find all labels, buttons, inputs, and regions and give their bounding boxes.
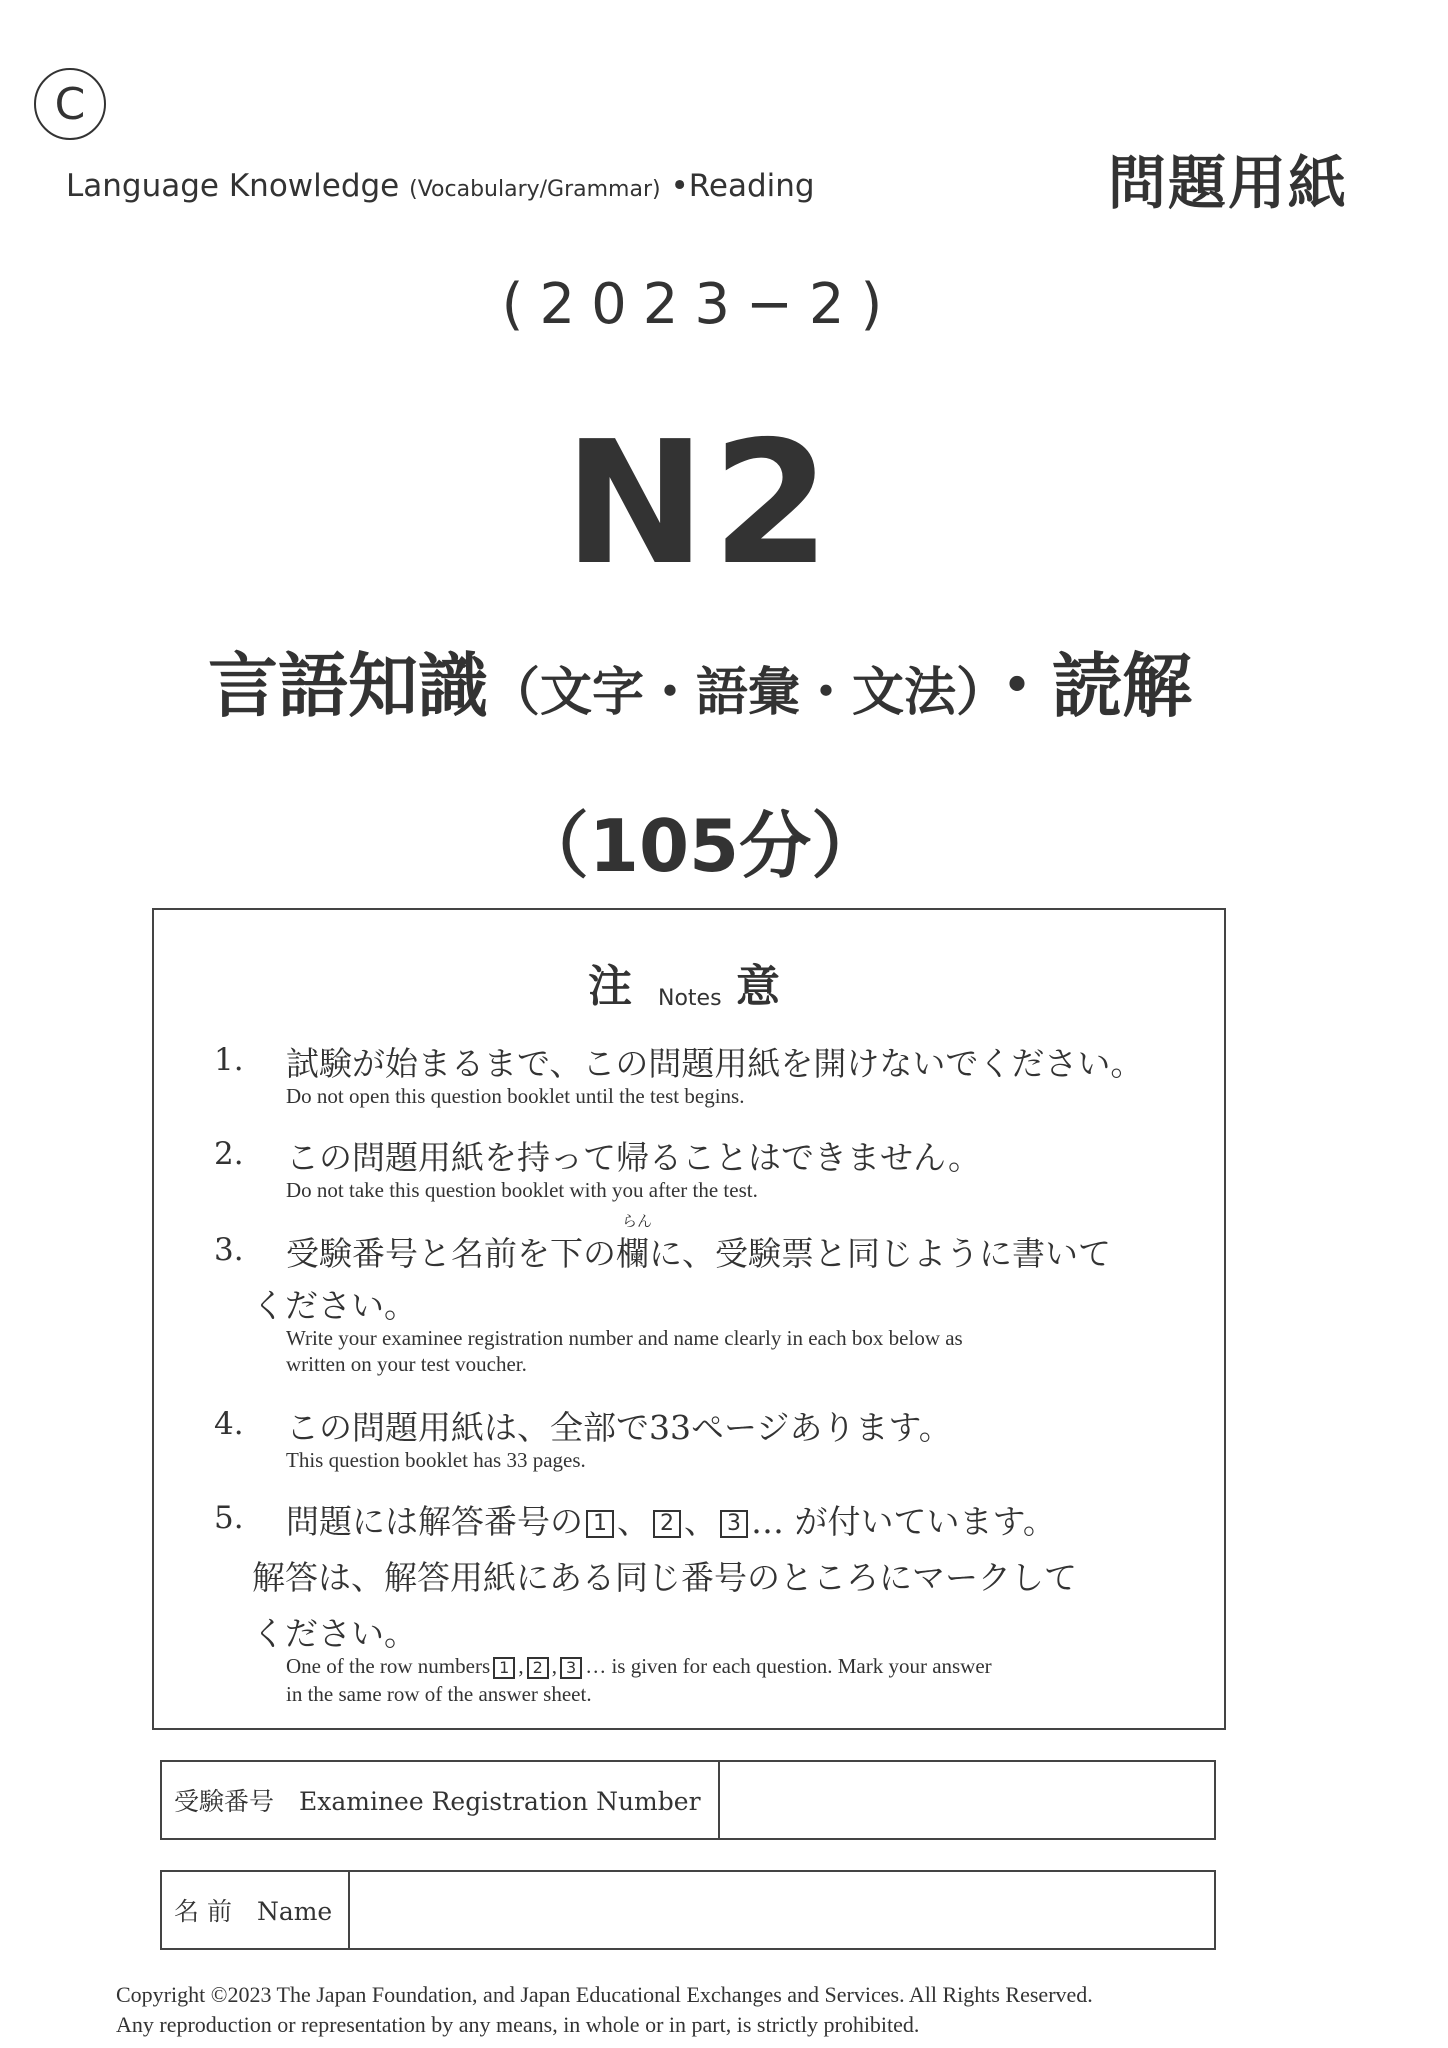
answer-number-box-2: 2 xyxy=(653,1510,681,1538)
note-5-jp-line3: ください。 xyxy=(252,1614,417,1653)
note-5-jp-b: … が付いています。 xyxy=(751,1502,1056,1541)
exam-subject xyxy=(0,630,1400,731)
note-4-number: 4. xyxy=(214,1406,244,1442)
note-1-number: 1. xyxy=(214,1042,244,1078)
registration-number-row xyxy=(160,1760,1216,1840)
note-3-number: 3. xyxy=(214,1232,244,1268)
note-5-jp-sep-1: 、 xyxy=(617,1502,650,1541)
notes-heading-left: 注 xyxy=(588,961,632,1012)
registration-number-field[interactable] xyxy=(720,1762,1214,1838)
note-3-en-line2: written on your test voucher. xyxy=(286,1352,527,1376)
booklet-label: 問題用紙 xyxy=(1107,149,1348,217)
exam-duration: （105分） xyxy=(516,804,884,888)
section-title-english xyxy=(66,168,815,204)
note-3-jp-line2: ください。 xyxy=(252,1286,417,1325)
note-5-jp-sep-2: 、 xyxy=(684,1502,717,1541)
note-5-en-sep-2: , xyxy=(551,1654,557,1678)
notes-heading-en: Notes xyxy=(658,986,722,1011)
note-3-en-line1: Write your examinee registration number and name clearly in each box below as xyxy=(286,1326,963,1350)
note-1-jp: 試験が始まるまで、この問題用紙を開けないでください。 xyxy=(286,1044,1144,1083)
note-5-jp-a: 問題には解答番号の xyxy=(286,1502,583,1541)
name-label: 名 前 Name xyxy=(162,1872,350,1948)
answer-number-box-1: 1 xyxy=(586,1510,614,1538)
note-5-en-b: … is given for each question. Mark your answer xyxy=(585,1654,992,1678)
copyright-line-2: Any reproduction or representation by any means, in whole or in part, is strictly prohibited. xyxy=(116,2012,920,2037)
note-5-en-line1 xyxy=(286,1654,992,1679)
name-field[interactable] xyxy=(350,1872,1214,1948)
row-number-box-3: 3 xyxy=(560,1657,582,1679)
subject-paren: （文字・語彙・文法） xyxy=(487,663,982,723)
copyright-line-1: Copyright ©2023 The Japan Foundation, and Japan Educational Exchanges and Services. All Rights Reserved. xyxy=(116,1982,1093,2007)
notes-heading-right: 意 xyxy=(736,961,780,1012)
note-1-en: Do not open this question booklet until the test begins. xyxy=(286,1084,745,1108)
registration-number-label: 受験番号 Examinee Registration Number xyxy=(162,1762,720,1838)
row-number-box-2: 2 xyxy=(527,1657,549,1679)
note-2-number: 2. xyxy=(214,1136,244,1172)
title-end: •Reading xyxy=(670,168,815,204)
title-main: Language Knowledge xyxy=(66,168,400,204)
subject-end: ・読解 xyxy=(982,645,1192,727)
note-5-jp-line1 xyxy=(286,1496,1056,1543)
note-3-kanji: 欄 xyxy=(616,1234,649,1273)
note-5-number: 5. xyxy=(214,1500,244,1536)
note-5-jp-line2: 解答は、解答用紙にある同じ番号のところにマークして xyxy=(252,1558,1077,1597)
note-5-en-a: One of the row numbers xyxy=(286,1654,491,1678)
exam-level: N2 xyxy=(563,405,837,603)
note-5-en-sep-1: , xyxy=(518,1654,524,1678)
note-2-jp: この問題用紙を持って帰ることはできません。 xyxy=(286,1138,981,1177)
title-sub: (Vocabulary/Grammar) xyxy=(409,177,661,202)
note-5-en-line2: in the same row of the answer sheet. xyxy=(286,1682,592,1706)
note-4-en: This question booklet has 33 pages. xyxy=(286,1448,586,1472)
answer-number-box-3: 3 xyxy=(720,1510,748,1538)
copyright-circle-icon: C xyxy=(34,68,106,140)
note-3-jp-line1 xyxy=(286,1212,1111,1275)
note-2-en: Do not take this question booklet with you after the test. xyxy=(286,1178,758,1202)
note-4-jp: この問題用紙は、全部で33ページあります。 xyxy=(286,1408,952,1447)
name-row xyxy=(160,1870,1216,1950)
subject-main: 言語知識 xyxy=(207,645,488,727)
note-3-jp-b: に、受験票と同じように書いて xyxy=(649,1234,1111,1273)
copyright-notice xyxy=(116,1980,1093,2040)
note-3-ruby: らん xyxy=(622,1212,653,1230)
exam-year: (2023−2) xyxy=(501,272,899,337)
note-3-ruby-wrap xyxy=(616,1212,653,1275)
row-number-box-1: 1 xyxy=(493,1657,515,1679)
note-3-jp-a: 受験番号と名前を下の xyxy=(286,1234,616,1273)
